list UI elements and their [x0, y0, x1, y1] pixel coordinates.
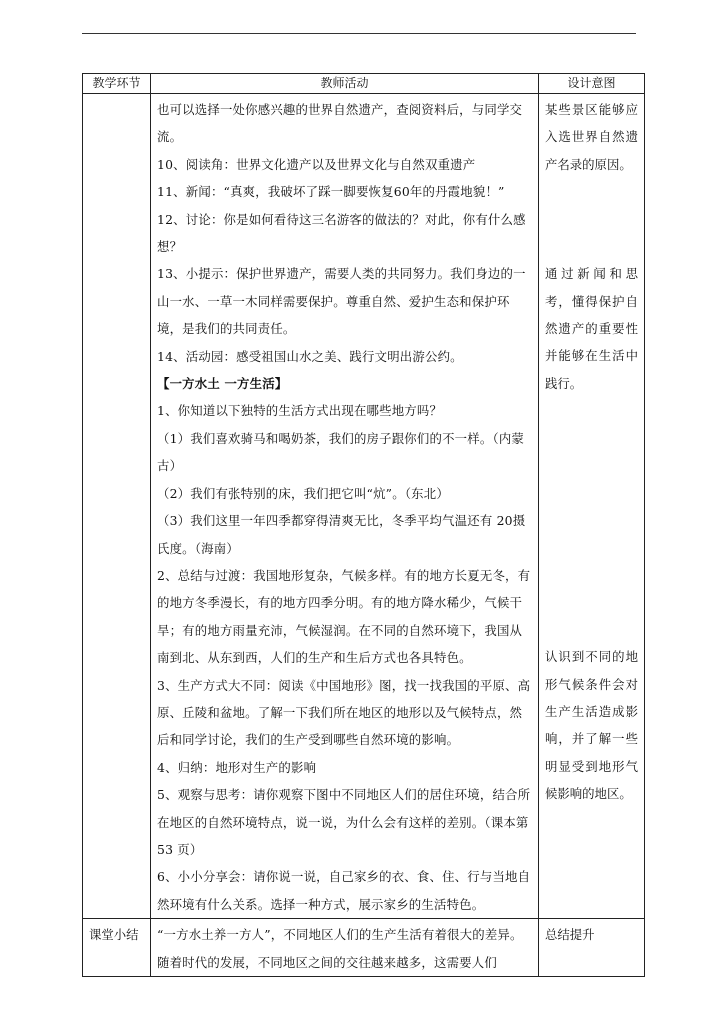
intent-paragraph: 某些景区能够应入选世界自然遗产名录的原因。	[545, 102, 638, 172]
intent-paragraph: 通过新闻和思考，懂得保护自然遗产的重要性并能够在生活中践行。	[545, 266, 638, 391]
summary-text: “一方水土养一方人”，不同地区人们的生产生活有着很大的差异。随着时代的发展，不同地区之间的交往越来越多，这需要人们	[157, 927, 523, 970]
summary-label: 课堂小结	[89, 927, 139, 943]
activity-paragraph: 1、你知道以下独特的生活方式出现在哪些地方吗？	[157, 403, 443, 419]
section-heading: 【一方水土 一方生活】	[157, 376, 288, 392]
activity-paragraph: 12、讨论：你是如何看待这三名游客的做法的？对此，你有什么感想？	[157, 211, 526, 255]
teacher-activity-cell	[151, 94, 539, 919]
design-intent-cell	[539, 94, 645, 919]
activity-paragraph: 6、小小分享会：请你说一说，自己家乡的衣、食、住、行与当地自然环境有什么关系。选择一种方式，展示家乡的生活特色。	[157, 869, 531, 912]
header-teacher-activity: 教师活动	[151, 74, 539, 94]
header-teaching-stage: 教学环节	[83, 74, 151, 94]
activity-paragraph: 5、观察与思考：请你观察下图中不同地区人们的居住环境，结合所在地区的自然环境特点，说一说，为什么会有这样的差别。（课本第 53 页）	[157, 787, 531, 857]
activity-paragraph: 11、新闻：“真爽，我破坏了踩一脚要恢复60年的丹霞地貌！”	[157, 184, 505, 200]
summary-label-cell	[83, 919, 151, 977]
activity-paragraph: （1）我们喜欢骑马和喝奶茶，我们的房子跟你们的不一样。（内蒙古）	[157, 430, 525, 474]
lesson-plan-table	[82, 73, 645, 977]
table-row-summary	[83, 919, 645, 977]
intent-paragraph: 认识到不同的地形气候条件会对生产生活造成影响，并了解一些明显受到地形气候影响的地区。	[545, 649, 638, 802]
summary-intent: 总结提升	[545, 927, 595, 943]
summary-text-cell	[151, 919, 539, 977]
activity-paragraph: （3）我们这里一年四季都穿得清爽无比，冬季平均气温还有 20摄氏度。（海南）	[157, 513, 526, 556]
activity-paragraph: 13、小提示：保护世界遗产，需要人类的共同努力。我们身边的一山一水、一草一木同样需要保护。尊重自然、爱护生态和保护环境，是我们的共同责任。	[157, 266, 526, 337]
header-rule	[82, 33, 636, 34]
activity-paragraph: 3、生产方式大不同：阅读《中国地形》图，找一找我国的平原、高原、丘陵和盆地。了解一下我们所在地区的地形以及气候特点，然后和同学讨论，我们的生产受到哪些自然环境的影响。	[157, 677, 531, 748]
activity-paragraph: 2、总结与过渡：我国地形复杂，气候多样。有的地方长夏无冬，有的地方冬季漫长，有的地方四季分明。有的地方降水稀少，气候干旱；有的地方雨量充沛，气候湿润。在不同的自然环境下，我国从南到北、从东到西，人们的生产和生后方式也各具特色。	[157, 567, 531, 666]
stage-cell-empty	[83, 94, 151, 919]
activity-paragraph: （2）我们有张特别的床，我们把它叫“炕”。（东北）	[157, 485, 449, 501]
summary-intent-cell	[539, 919, 645, 977]
activity-paragraph: 14、活动园：感受祖国山水之美、践行文明出游公约。	[157, 348, 463, 364]
activity-paragraph: 10、阅读角：世界文化遗产以及世界文化与自然双重遗产	[157, 156, 476, 172]
activity-paragraph: 也可以选择一处你感兴趣的世界自然遗产，查阅资料后，与同学交流。	[157, 102, 523, 145]
table-row	[83, 94, 645, 919]
header-design-intent: 设计意图	[539, 74, 645, 94]
activity-paragraph: 4、归纳：地形对生产的影响	[157, 759, 317, 775]
table-header-row	[83, 74, 645, 94]
